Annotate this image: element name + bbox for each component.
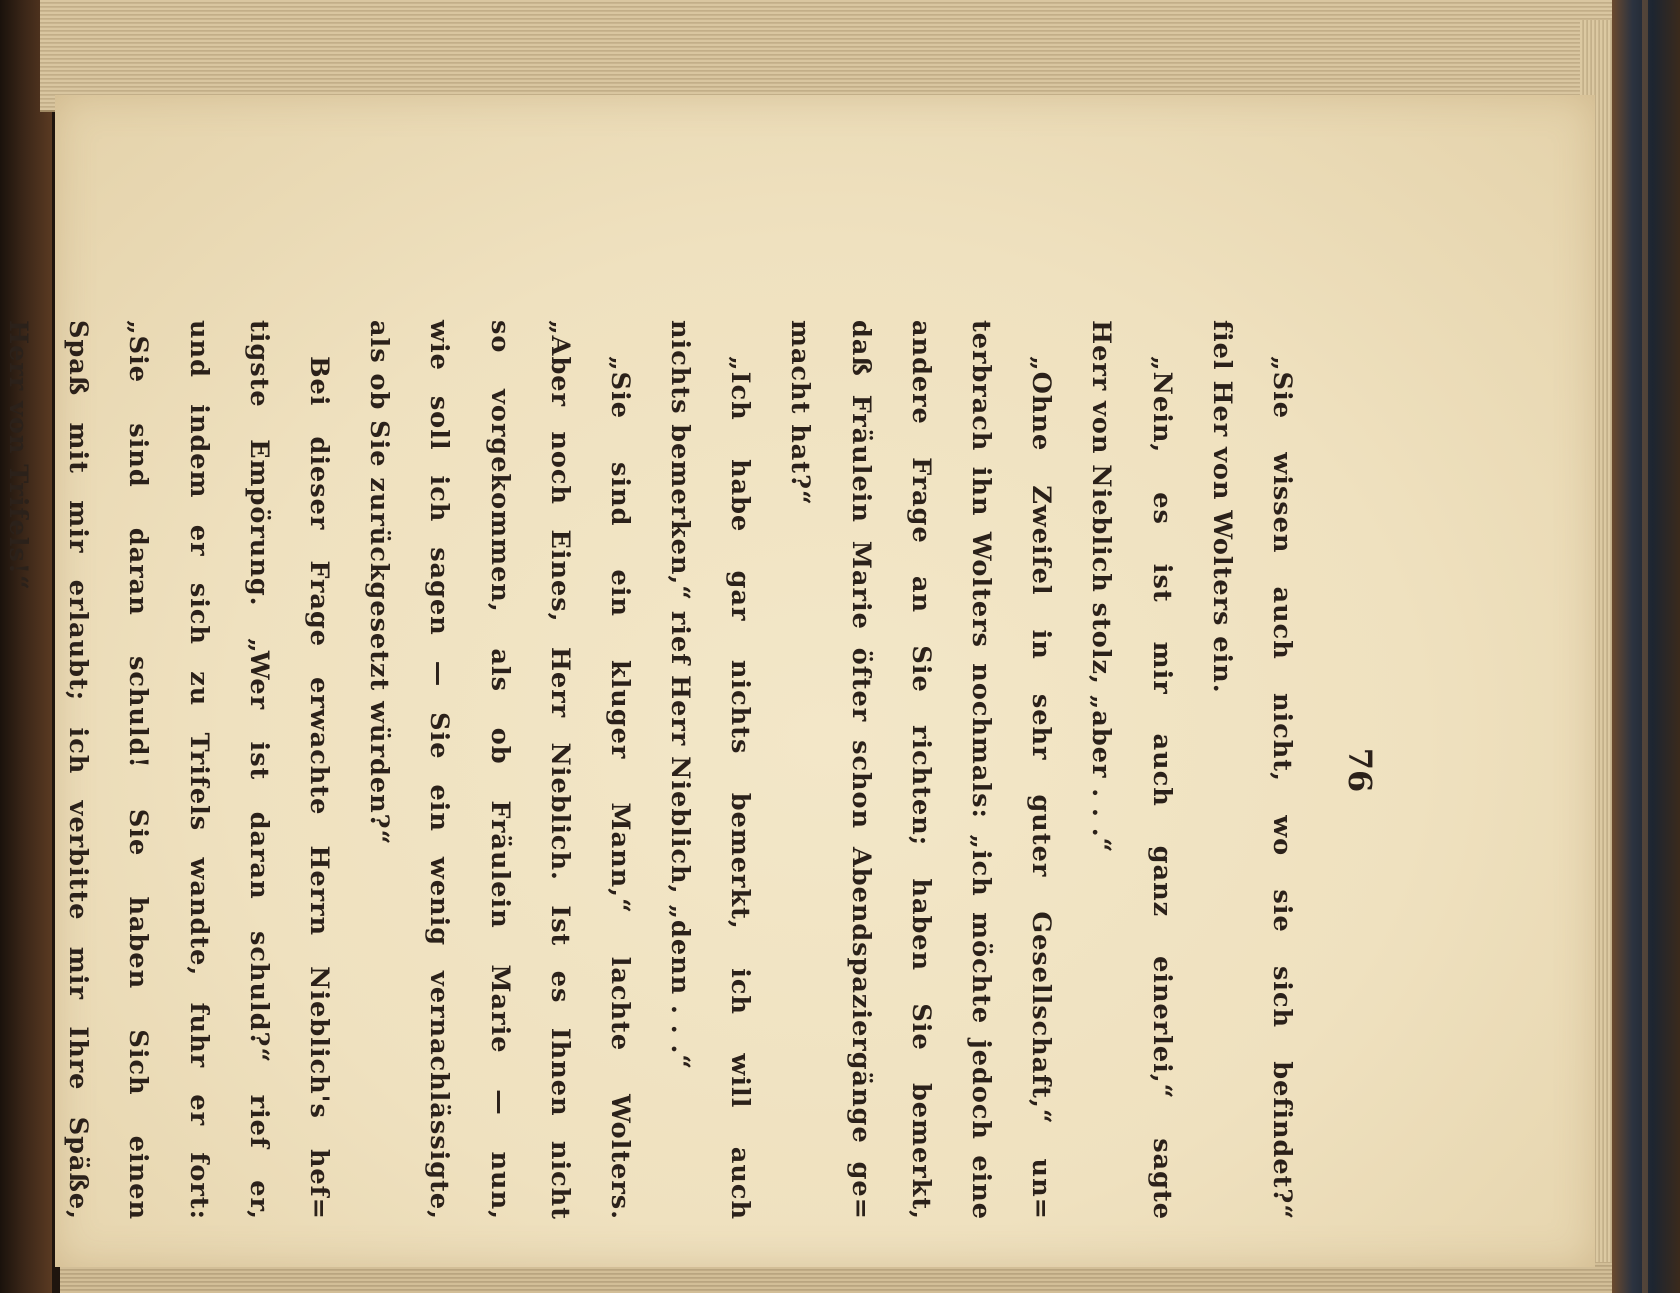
text-line: fiel Her von Wolters ein.: [1206, 320, 1237, 694]
text-line: Bei dieser Frage erwachte Herrn Nieblich's hef=: [304, 356, 334, 1220]
text-line: Spaß mit mir erlaubt; ich verbitte mir Ihre Späße,: [63, 320, 94, 1220]
text-line: so vorgekommen, als ob Fräulein Marie — nun,: [484, 320, 515, 1220]
text-line: Herr von Nieblich stolz, „aber . . .“: [1086, 320, 1117, 854]
text-line: „Sie wissen auch nicht, wo sie sich befindet?“: [1267, 356, 1297, 1220]
book-spine: [1612, 0, 1680, 1293]
text-line: „Sie sind ein kluger Mann,“ lachte Wolters.: [604, 356, 635, 1220]
text-line: nichts bemerken,“ rief Herr Nieblich, „denn . . .“: [665, 320, 696, 1071]
text-line: „Sie sind daran schuld! Sie haben Sich einen: [123, 320, 154, 1220]
rotated-page-content: [3, 320, 1390, 1220]
text-line: tigste Empörung. „Wer ist daran schuld?“ rief er,: [243, 320, 274, 1220]
text-line: „Aber noch Eines, Herr Nieblich. Ist es Ihnen nicht: [544, 320, 575, 1220]
text-line: andere Frage an Sie richten; haben Sie bemerkt,: [905, 320, 936, 1220]
text-body: [0, 320, 1312, 1220]
text-line: macht hat?“: [785, 320, 816, 506]
text-line: terbrach ihn Wolters nochmals: „ich möchte jedoch eine: [966, 320, 997, 1220]
text-line: „Ich habe gar nichts bemerkt, ich will auch: [725, 356, 756, 1220]
text-line: als ob Sie zurückgesetzt würden?“: [364, 320, 395, 846]
text-line: Herr von Trifels!“: [3, 320, 34, 591]
text-line: „Ohne Zweifel in sehr guter Gesellschaft,“ un=: [1026, 356, 1057, 1220]
text-line: und indem er sich zu Trifels wandte, fuhr er fort:: [183, 320, 214, 1220]
text-line: „Nein, es ist mir auch ganz einerlei,“ sagte: [1146, 356, 1177, 1220]
page-number: 76: [1341, 747, 1379, 793]
text-line: wie soll ich sagen — Sie ein wenig vernachlässigte,: [424, 320, 455, 1220]
text-line: daß Fräulein Marie öfter schon Abendspaziergänge ge=: [845, 320, 876, 1220]
